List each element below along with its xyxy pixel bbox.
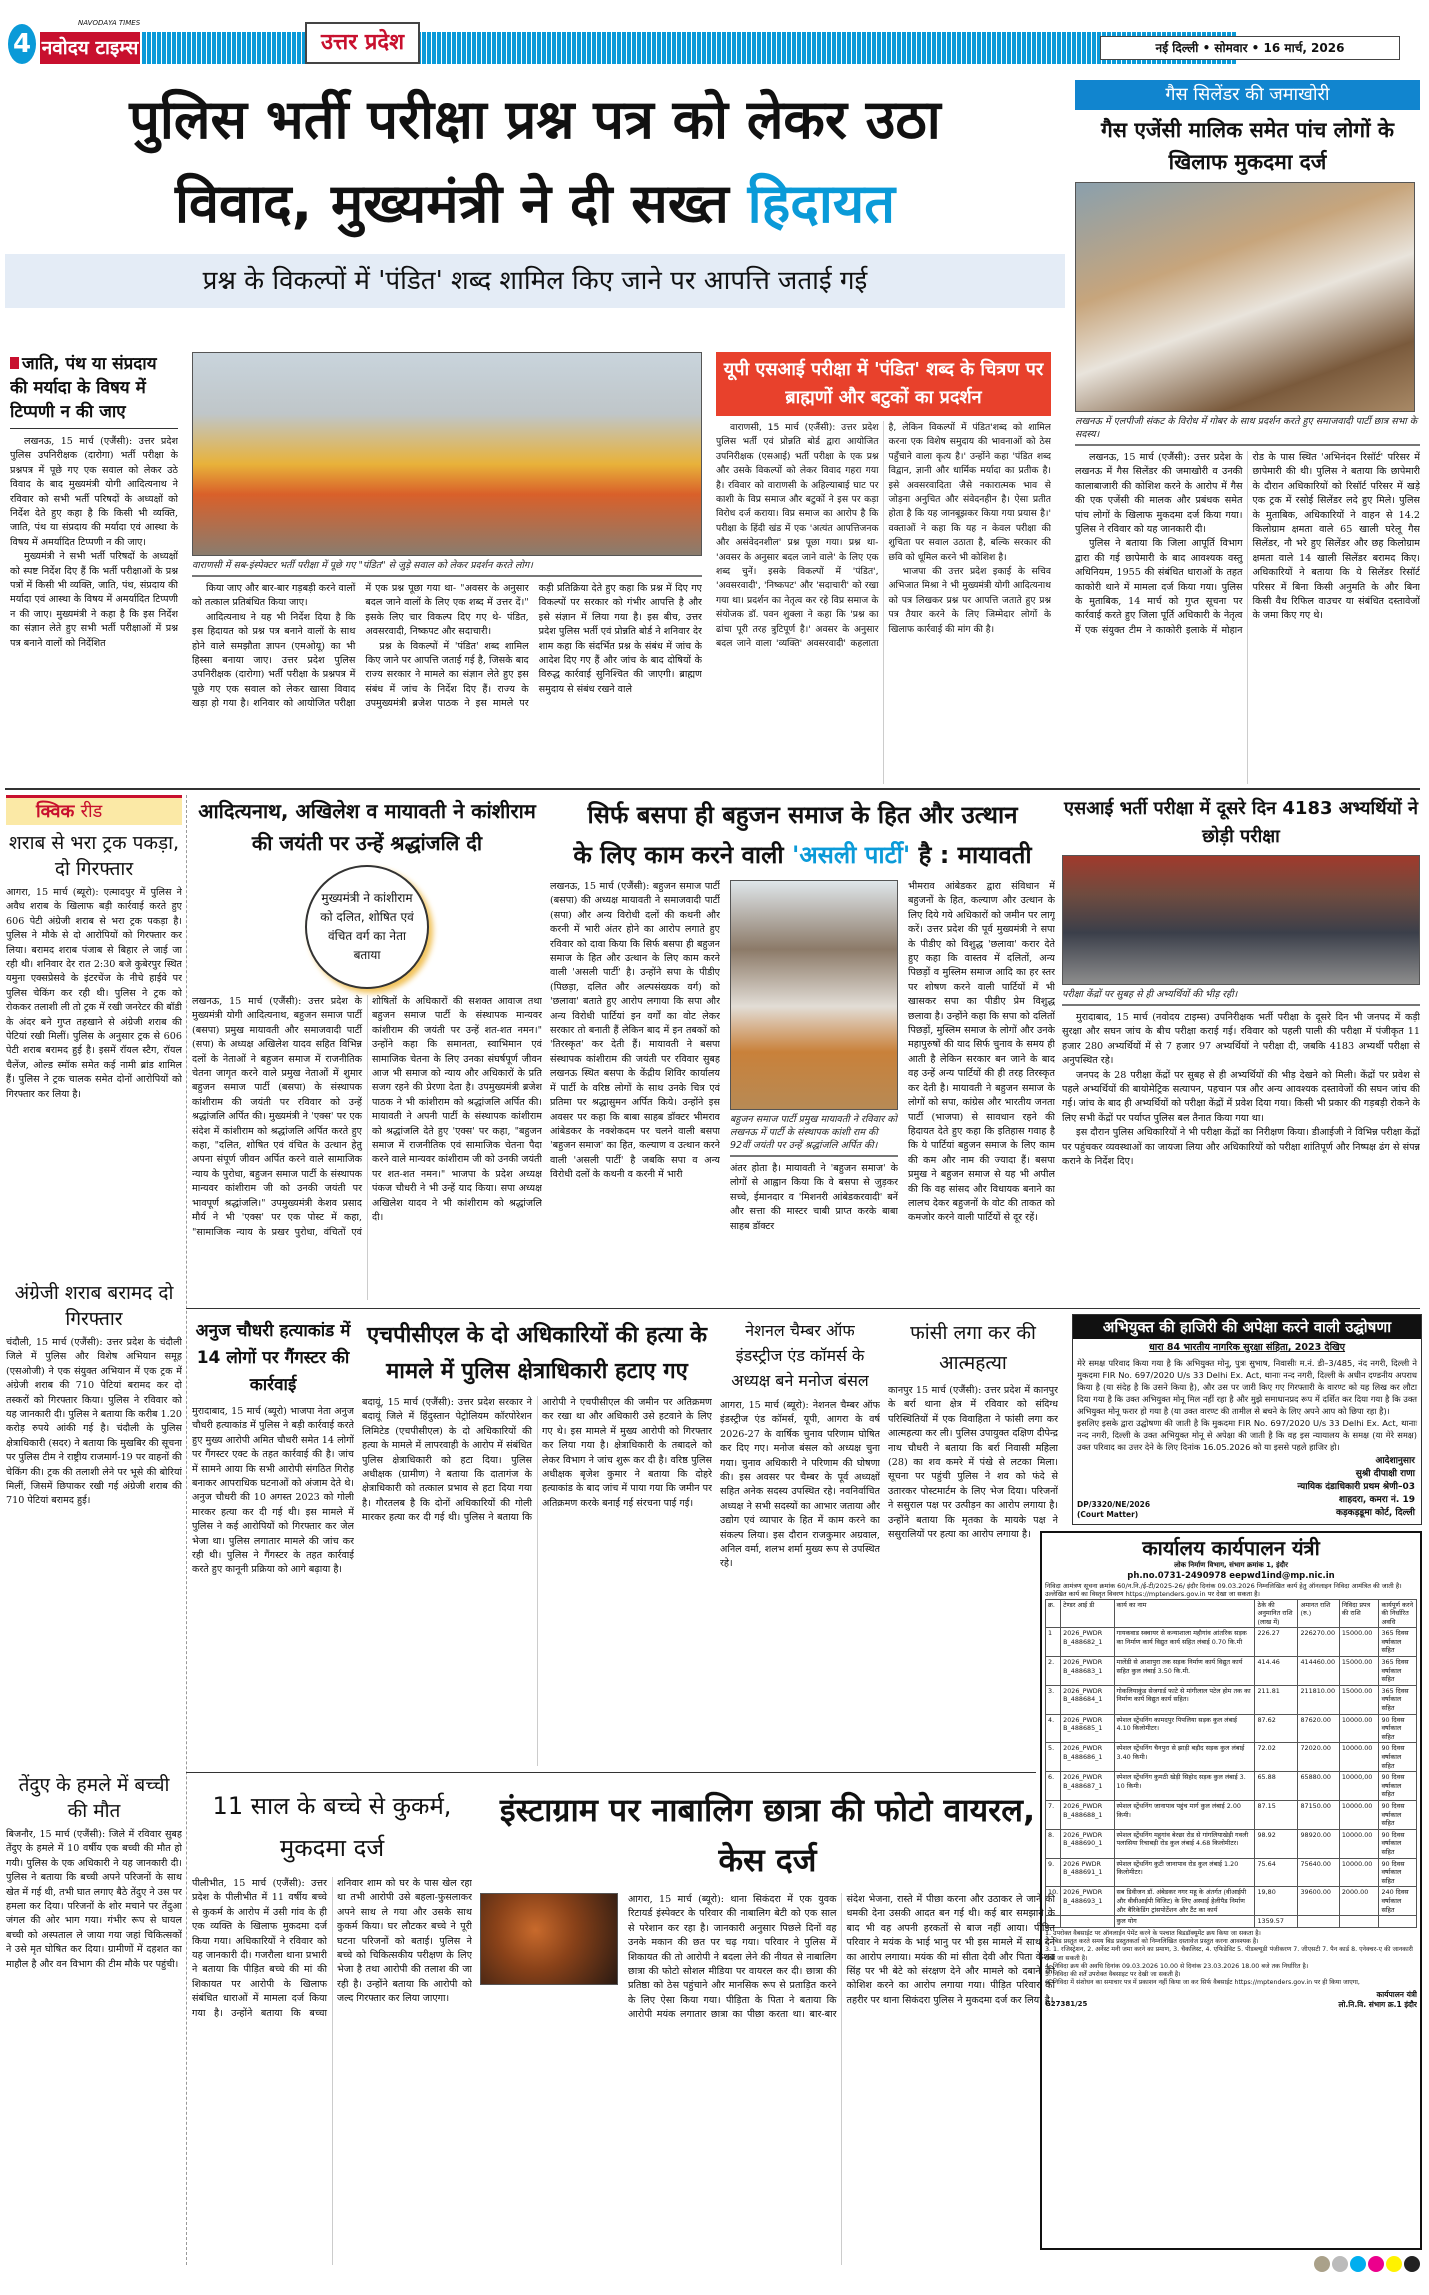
proclamation-section: धारा 84 भारतीय नागरिक सुरक्षा संहिता, 2023 देखिए	[1148, 1342, 1346, 1353]
section-divider	[5, 788, 1420, 790]
tender-cell: 2.	[1046, 1657, 1061, 1686]
si-article	[1062, 795, 1420, 1300]
tender-col-header: कार्य का नाम	[1114, 1599, 1255, 1628]
tender-cell: सब डिवीजन डॉ. अंबेडकर नगर महू के अंतर्गत (वीआईपी और वीवीआईपी विजिट) के लिए अस्थाई हेलीपैड निर्माण और बैरिकेडिंग ट्रांसपोर्टेशन और टैंट का कार्य	[1114, 1887, 1255, 1916]
tender-cell: गोकलियाकुंड सेजगार्ड फाटे से मांगीलाल पटेल होम तक का निर्माण कार्य विद्युत कार्य सहित।	[1114, 1685, 1255, 1714]
tender-cell: 2026_PWDR B_488688_1	[1061, 1800, 1114, 1829]
tender-cell: 5.	[1046, 1743, 1061, 1772]
tender-note: 2. बिड प्रस्तुत करते समय बिड प्रस्तुतकर्ता को निम्नलिखित दस्तावेज प्रस्तुत करना आवश्यक है।	[1045, 1937, 1259, 1945]
tender-ref: G27381/25	[1045, 2000, 1088, 2009]
tender-cell: 2026_PWDR B_488683_1	[1061, 1657, 1114, 1686]
gas-protest-photo	[1075, 182, 1415, 412]
court-proclamation: अभियुक्त की हाजिरी की अपेक्षा करने वाली उद्घोषणा धारा 84 भारतीय नागरिक सुरक्षा संहिता, 2023 देखिए मेरे समक्ष परिवाद किया गया है कि अभियुक्त मोनू, पुत्रः सुभाष, निवासीः म.नं. डी–3/485, नंद नगरी, दिल्ली ने मुकदमा FIR No. 697/2020 U/s 33 Delhi Ex. Act, थानाः नन्द नगरी, दिल्ली के अधीन दण्डनीय अपराध किया है (या संदेह है कि उसने किया है), और उस पर जारी किए गए गिरफ्तारी के वारण्ट को यह लिख कर लौटा दिया गया है कि उक्त अभियुक्त मोनू मिल नहीं रहा है और मुझे समाधानप्रद रूप में दर्शित कर दिया गया है कि उक्त अभियुक्त मोनू फरार हो गया है (या उक्त वारण्ट की तामील से बचने के लिए अपने आप को छिपा रहा है)। इसलिए इसके द्वारा उद्घोषणा की जाती है कि मुकदमा FIR No. 697/2020 U/s 33 Delhi Ex. Act, थानाः नन्द नगरी, दिल्ली के उक्त अभियुक्त मोनू से अपेक्षा की जाती है कि वह इस न्यायालय के समक्ष (या मेरे समक्ष) उक्त परिवाद का उत्तर देने के लिए दिनांक 16.05.2026 को या इससे पहले हाजिर हो। DP/3320/NE/2026 (Court Matter) आदेशानुसार सुश्री दीपाक्षी राणा न्यायिक दंडाधिकारी प्रथम श्रेणी–03 शाहदरा, कमरा नं. 19 कड़कड़डूमा कोर्ट, दिल्ली	[1072, 1314, 1422, 1525]
tender-cell: 2000.00	[1339, 1887, 1379, 1916]
tender-col-header: ठेके की अनुमानित राशि (लाख में)	[1255, 1599, 1298, 1628]
tender-cell: 240 दिवस वर्षाकाल सहित	[1379, 1887, 1417, 1916]
lead-body: किया जाए और बार-बार गड़बड़ी करने वालों को तत्काल प्रतिबंधित किया जाए। आदित्यनाथ ने यह भी निर्देश दिया है कि इस हिदायत को प्रश्न पत्र बनाने वालों के साथ होने वाले समझौता ज्ञापन (एमओयू) का भी हिस्सा बनाया जाए। उत्तर प्रदेश पुलिस उपनिरीक्षक (दारोगा) भर्ती परीक्षा के प्रश्नपत्र में पूछे गए एक सवाल को लेकर खासा विवाद खड़ा हो गया है। शनिवार को आयोजित परीक्षा में एक प्रश्न पूछा गया था- "अवसर के अनुसार बदल जाने वालों के लिए एक शब्द में उत्तर दें।" इसके लिए चार विकल्प दिए गए थे- पंडित, अवसरवादी, निष्कपट और सदाचारी। प्रश्न के विकल्पों में 'पंडित' शब्द शामिल किए जाने पर आपत्ति जताई गई है, जिसके बाद राज्य सरकार ने मामले का संज्ञान लेते हुए इस संबंध में जांच के निर्देश दिए हैं। राज्य के उपमुख्यमंत्री ब्रजेश पाठक ने इस मामले पर कड़ी प्रतिक्रिया देते हुए कहा कि प्रश्न में दिए गए विकल्पों पर सरकार को गंभीर आपत्ति है और इसे संज्ञान में लिया गया है। इस बीच, उत्तर प्रदेश पुलिस भर्ती एवं प्रोन्नति बोर्ड ने शनिवार देर शाम कहा कि संदर्भित प्रश्न के संबंध में जांच के आदेश दिए गए हैं और जांच के बाद दोषियों के विरुद्ध कार्रवाई सुनिश्चित की जाएगी। ब्राह्मण समुदाय से संबंध रखने वाले	[192, 583, 702, 710]
protest-headline: यूपी एसआई परीक्षा में 'पंडित' शब्द के चित्रण पर ब्राह्मणों और बटुकों का प्रदर्शन	[716, 352, 1051, 416]
tender-note: 3. 1. रजिस्ट्रेशन, 2. अर्नेस्ट मनी जमा करने का प्रमाण, 3. चैकलिस्ट, 4. एफिडेविट 5. पीडब्ल्यूडी पंजीकरण 7. जीएसटी 7. पैन कार्ड 8. एनेक्चर-ए की जानकारी देखी जा सकती है।	[1045, 1946, 1413, 1962]
lead-side-column	[10, 352, 178, 784]
tender-row	[1046, 1887, 1417, 1916]
tender-cell: 2026_PWDR B_488685_1	[1061, 1714, 1114, 1743]
kanshiram-article	[192, 795, 542, 1300]
tender-cell: 72.02	[1255, 1743, 1298, 1772]
protest-body: वाराणसी, 15 मार्च (एजैंसी): उत्तर प्रदेश पुलिस भर्ती एवं प्रोन्नति बोर्ड द्वारा आयोजित उपनिरीक्षक (एसआई) भर्ती परीक्षा के एक प्रश्न और उसके विकल्पों को लेकर विवाद गहरा गया है। रविवार को वाराणसी के अहिल्याबाई घाट पर काशी के विप्र समाज और बटुकों ने इस पर कड़ा विरोध दर्ज कराया। विप्र समाज का आरोप है कि परीक्षा के हिंदी खंड में एक 'अत्यंत आपत्तिजनक और असंवेदनशील' प्रश्न पूछा गया। प्रश्न था- 'अवसर के अनुसार बदल जाने वाले' के लिए एक शब्द चुनें। इसके विकल्पों में 'पंडित', 'अवसरवादी', 'निष्कपट' और 'सदाचारी' को रखा गया था। प्रदर्शन का नेतृत्व कर रहे विप्र समाज के संयोजक डॉ. पवन शुक्ला ने कहा कि 'प्रश्न का ढांचा पूरी तरह त्रुटिपूर्ण है।' अवसर के अनुसार बदल जाने वाला 'व्यक्ति' अवसरवादी' कहलाता है, लेकिन विकल्पों में पंडित'शब्द को शामिल करना एक विशेष समुदाय की भावनाओं को ठेस पहुँचाने वाला कृत्य है।' उन्होंने कहा 'पंडित शब्द विद्वान, ज्ञानी और धार्मिक मर्यादा का प्रतीक है। इसे अवसरवादिता जैसे नकारात्मक भाव से जोड़ना अनुचित और संवेदनहीन है। ऐसा प्रतीत होता है कि यह जानबूझकर किया गया प्रयास है।' वक्ताओं ने कहा कि यह न केवल परीक्षा की शुचिता पर सवाल उठाता है, बल्कि सरकार की छवि को धूमिल करने भी कोशिश है। भाजपा की उत्तर प्रदेश इकाई के सचिव अभिजात मिश्रा ने भी मुख्यमंत्री योगी आदित्यनाथ को पत्र लिखकर प्रश्न पर आपत्ति जताते हुए प्रश्न पत्र तैयार करने के लिए जिम्मेदार लोगों के खिलाफ कार्रवाई की मांग की है।	[716, 422, 1051, 650]
tender-cell: 2026_PWDR B_488690_1	[1061, 1829, 1114, 1858]
anuj-headline: अनुज चौधरी हत्याकांड में 14 लोगों पर गैंगस्टर की कार्रवाई	[195, 1321, 351, 1395]
tender-cell: स्पेशल स्ट्रेंथनिंग चैनपुरा से झाड़ी बड़ौद सड़क कुल लंबाई 3.40 किमी।	[1114, 1743, 1255, 1772]
tender-row	[1046, 1714, 1417, 1743]
quick-item-body: चंदौली, 15 मार्च (एजैंसी): उत्तर प्रदेश के चंदौली जिले में पुलिस और विशेष अभियान समूह (एसओजी) ने एक संयुक्त अभियान में एक ट्रक में अंग्रेजी शराब की 710 पेटियां बरामद कर दो तस्करों को गिरफ्तार किया। पुलिस ने रविवार को यह जानकारी दी। पुलिस ने बताया कि करीब 1.20 करोड़ रुपये आंकी गई है। चंदौली के पुलिस क्षेत्राधिकारी (सदर) ने बताया कि मुखबिर की सूचना पर पुलिस टीम ने राष्ट्रीय राजमार्ग-19 पर वाहनों की चेकिंग की। ट्रक की तलाशी लेने पर भूसे की बोरियां मिलीं, जिसमें छिपाकर रखी गई अंग्रेजी शराब की 710 पेटियां बरामद हुई।	[6, 1337, 182, 1507]
tender-row	[1046, 1858, 1417, 1887]
tender-cell: 2026_PWDR B_488687_1	[1061, 1772, 1114, 1801]
tender-cell: 6.	[1046, 1772, 1061, 1801]
si-headline: एसआई भर्ती परीक्षा में दूसरे दिन 4183 अभ्यर्थियों ने छोड़ी परीक्षा	[1064, 798, 1418, 847]
bsp-body-left: लखनऊ, 15 मार्च (एजैंसी): बहुजन समाज पार्टी (बसपा) की अध्यक्ष मायावती ने समाजवादी पार्टी (सपा) और अन्य विरोधी दलों की कथनी और करनी में भारी अंतर होने का आरोप लगाते हुए रविवार को दावा किया कि सिर्फ बसपा ही बहुजन समाज के हित और उत्थान के लिए काम करने वाली 'असली पार्टी' है। उन्होंने सपा के पीडीए (पिछड़ा, दलित और अल्पसंख्यक वर्ग) को 'छलावा' बताते हुए आरोप लगाया कि सपा और अन्य विरोधी पार्टियां इन वर्गों का वोट लेकर सरकार तो बनाती हैं लेकिन बाद में इन तबकों को 'तिरस्कृत' कर देती हैं। मायावती ने बसपा संस्थापक कांशीराम की जयंती पर रविवार सुबह लखनऊ स्थित बसपा के केंद्रीय शिविर कार्यालय में पार्टी के वरिष्ठ लोगों के साथ उनके चित्र एवं प्रतिमा पर श्रद्धासुमन अर्पित किये। उन्होंने इस अवसर पर कहा कि बाबा साहब डॉक्टर भीमराव आंबेडकर के नक्शेकदम पर चलने वाली बसपा 'बहुजन समाज' का हित, कल्याण व उत्थान करने वाली 'असली पार्टी' है जबकि सपा व अन्य विरोधी दलों के कथनी व करनी में भारी	[550, 881, 720, 1181]
tender-note: 1. उपरोक्त वैबसाईट पर ऑनलाईन पेमेंट करने के पश्चात बिडडॉक्यूमेंट क्रय किया जा सकता है।	[1045, 1929, 1261, 1937]
tender-cell: 65880.00	[1298, 1772, 1339, 1801]
tender-cell: 3.	[1046, 1685, 1061, 1714]
tender-cell: 75640.00	[1298, 1858, 1339, 1887]
tender-cell: 7.	[1046, 1800, 1061, 1829]
tender-col-header: क्र.	[1046, 1599, 1061, 1628]
proclamation-para: मेरे समक्ष परिवाद किया गया है कि अभियुक्त मोनू, पुत्रः सुभाष, निवासीः म.नं. डी–3/485, नंद नगरी, दिल्ली ने मुकदमा FIR No. 697/2020 U/s 33 Delhi Ex. Act, थानाः नन्द नगरी, दिल्ली के अधीन दण्डनीय अपराध किया है (या संदेह है कि उसने किया है), और उस पर जारी किए गए गिरफ्तारी के वारण्ट को यह लिख कर लौटा दिया गया है कि उक्त अभियुक्त मोनू मिल नहीं रहा है और मुझे समाधानप्रद रूप में दर्शित कर दिया गया है कि उक्त अभियुक्त मोनू फरार हो गया है (या उक्त वारण्ट की तामील से बचने के लिए अपने आप को छिपा रहा है)।	[1077, 1358, 1417, 1416]
gas-photo-caption: लखनऊ में एलपीजी संकट के विरोध में गोबर के साथ प्रदर्शन करते हुए समाजवादी पार्टी छात्र सभा के सदस्य।	[1075, 415, 1420, 446]
tender-cell: 65.88	[1255, 1772, 1298, 1801]
brand-logo: नवोदय टाइम्स	[40, 32, 140, 64]
tender-cell: 15000.00	[1339, 1657, 1379, 1686]
lead-top	[5, 78, 1065, 340]
si-body: मुरादाबाद, 15 मार्च (नवोदय टाइम्स) उपनिरीक्षक भर्ती परीक्षा के दूसरे दिन भी जनपद में कड़ी सुरक्षा और सघन जांच के बीच परीक्षा कराई गई। रविवार को पहली पाली की परीक्षा में पंजीकृत 11 हजार 280 अभ्यर्थियों में से 7 हजार 97 अभ्यर्थियों ने परीक्षा दी, जबकि 4183 अभ्यर्थी परीक्षा से अनुपस्थित रहे। जनपद के 28 परीक्षा केंद्रों पर सुबह से ही अभ्यर्थियों की भीड़ देखने को मिली। केंद्रों पर प्रवेश से पहले अभ्यर्थियों की बायोमेट्रिक सत्यापन, पहचान पत्र और अन्य आवश्यक दस्तावेजों की सघन जांच की गई। जांच के बाद ही अभ्यर्थियों को परीक्षा केंद्रों में प्रवेश दिया गया। किसी भी प्रकार की गड़बड़ी रोकने के लिए सभी केंद्रों पर पर्याप्त पुलिस बल तैनात किया गया था। इस दौरान पुलिस अधिकारियों ने भी परीक्षा केंद्रों का निरीक्षण किया। डीआईजी ने विभिन्न परीक्षा केंद्रों पर पहुंचकर व्यवस्थाओं का जायजा लिया और अधिकारियों को परीक्षा शांतिपूर्ण और निष्पक्ष ढंग से संपन्न कराने के निर्देश दिए।	[1062, 1012, 1420, 1168]
tender-row	[1046, 1743, 1417, 1772]
quick-item-headline: अंग्रेजी शराब बरामद दो गिरफ्तार	[14, 1282, 174, 1330]
tender-cell: 87.62	[1255, 1714, 1298, 1743]
kanshiram-body: लखनऊ, 15 मार्च (एजैंसी): उत्तर प्रदेश के मुख्यमंत्री योगी आदित्यनाथ, बहुजन समाज पार्टी (बसपा) प्रमुख मायावती और समाजवादी पार्टी (सपा) के अध्यक्ष अखिलेश यादव सहित विभिन्न दलों के नेताओं ने बहुजन समाज में राजनीतिक चेतना जागृत करने वाले प्रमुख नेताओं में शुमार बहुजन समाज पार्टी (बसपा) के संस्थापक कांशीराम की जयंती पर रविवार को उन्हें श्रद्धांजलि अर्पित की। मुख्यमंत्री ने 'एक्स' पर एक संदेश में कांशीराम को श्रद्धांजलि अर्पित करते हुए कहा, "दलित, शोषित एवं वंचित के उत्थान हेतु अपना संपूर्ण जीवन अर्पित करने वाले सामाजिक न्याय के पुरोधा, बहुजन समाज पार्टी के संस्थापक मान्यवर कांशीराम जी को उनकी जयंती पर भावपूर्ण श्रद्धांजलि।" उपमुख्यमंत्री केशव प्रसाद मौर्य ने भी 'एक्स' पर एक पोस्ट में कहा, "सामाजिक न्याय के प्रखर पुरोधा, वंचितों एवं शोषितों के अधिकारों की सशक्त आवाज तथा बहुजन समाज पार्टी के संस्थापक मान्यवर कांशीराम की जयंती पर उन्हें शत-शत नमन।" उन्होंने कहा कि समानता, स्वाभिमान एवं सामाजिक चेतना के लिए उनका संघर्षपूर्ण जीवन आज भी समाज को न्याय और अधिकारों के प्रति सजग रहने की प्रेरणा देता है। उपमुख्यमंत्री ब्रजेश पाठक ने भी कांशीराम को श्रद्धांजलि अर्पित की। मायावती ने अपनी पार्टी के संस्थापक कांशीराम को श्रद्धांजलि देते हुए 'एक्स' पर कहा, "बहुजन समाज में राजनीतिक एवं सामाजिक चेतना पैदा करने वाले मान्यवर कांशीराम जी को उनकी जयंती पर शत-शत नमन।" भाजपा के प्रदेश अध्यक्ष पंकज चौधरी ने भी उन्हें याद किया। सपा अध्यक्ष अखिलेश यादव ने भी कांशीराम को श्रद्धांजलि दी।	[192, 996, 542, 1238]
tender-col-header: कार्यपूर्ण करने की निर्धारित अवधि	[1379, 1599, 1417, 1628]
tender-cell: 87620.00	[1298, 1714, 1339, 1743]
tender-cell: 365 दिवस वर्षाकाल सहित	[1379, 1657, 1417, 1686]
tender-cell: 2026_PWDR B_488693_1	[1061, 1887, 1114, 1916]
proclamation-para: इसलिए इसके द्वारा उद्घोषणा की जाती है कि मुकदमा FIR No. 697/2020 U/s 33 Delhi Ex. Act, थानाः नन्द नगरी, दिल्ली के उक्त अभियुक्त मोनू से अपेक्षा की जाती है कि वह इस न्यायालय के समक्ष (या मेरे समक्ष) उक्त परिवाद का उत्तर देने के लिए दिनांक 16.05.2026 को या इससे पहले हाजिर हो।	[1077, 1418, 1417, 1452]
tender-cell: 9.	[1046, 1858, 1061, 1887]
si-photo-caption: परीक्षा केंद्रों पर सुबह से ही अभ्यर्थियों की भीड़ रही।	[1062, 988, 1420, 1006]
tender-cell: 1	[1046, 1628, 1061, 1657]
masthead	[0, 18, 1429, 73]
headline-highlight: हिदायत	[747, 172, 896, 235]
chamber-body: आगरा, 15 मार्च (ब्यूरो): नेशनल चैम्बर ऑफ इंडस्ट्रीज एंड कॉमर्स, यूपी, आगरा के वर्ष 2026-27 के वार्षिक चुनाव परिणाम घोषित कर दिए गए। मनोज बंसल को अध्यक्ष चुना गया। चुनाव अधिकारी ने परिणाम की घोषणा की। इस अवसर पर चैम्बर के पूर्व अध्यक्षों सहित अनेक सदस्य उपस्थित रहे। नवनिर्वाचित अध्यक्ष ने सभी सदस्यों का आभार जताया और उद्योग एवं व्यापार के हित में काम करने का संकल्प लिया। इस दौरान राजकुमार अग्रवाल, अनिल वर्मा, शलभ शर्मा मुख्य रूप से उपस्थित रहे।	[720, 1400, 880, 1570]
tender-cell: 2026_PWDR B_488686_1	[1061, 1743, 1114, 1772]
tender-note: 4. निविदा क्रय की अवधि दिनांक 09.03.2026 10.00 से दिनांक 23.03.2026 18.00 बजे तक निर्धारित है।	[1045, 1962, 1309, 1970]
tender-cell: 414.46	[1255, 1657, 1298, 1686]
tender-note: 5. निविदा की शर्तें उपरोक्त वैबसाइट पर देखी जा सकती है।	[1045, 1971, 1181, 1979]
quick-read-column	[6, 830, 182, 2265]
anuj-article	[192, 1318, 354, 1766]
tender-note: 6. निविदा में संशोधन का समाचार पत्र में प्रकाशन नहीं किया जा कर सिर्फ वैबसाईट https://mptenders.gov.in पर ही किया जाएगा,	[1045, 1979, 1360, 1987]
tender-cell: 2026_PWDR B_488682_1	[1061, 1628, 1114, 1657]
boy-article	[192, 1785, 472, 2265]
tender-cell: 4.	[1046, 1714, 1061, 1743]
tender-cell: 75.64	[1255, 1858, 1298, 1887]
tender-contact: ph.no.0731-2490978 eepwd1ind@mp.nic.in	[1127, 1570, 1335, 1581]
quick-item-body: बिजनौर, 15 मार्च (एजैंसी): जिले में रविवार सुबह तेंदुए के हमले में 10 वर्षीय एक बच्ची की मौत हो गयी। पुलिस के एक अधिकारी ने यह जानकारी दी। पुलिस ने बताया कि बच्ची अपने परिजनों के साथ खेत में गई थी, तभी घात लगाए बैठे तेंदुए ने उस पर हमला कर दिया। परिजनों के शोर मचाने पर तेंदुआ जंगल की ओर भाग गया। गंभीर रूप से घायल बच्ची को अस्पताल ले जाया गया जहां चिकित्सकों ने उसे मृत घोषित कर दिया। ग्रामीणों में दहशत का माहौल है और वन विभाग की टीम मौके पर पहुंची।	[6, 1829, 182, 1970]
bsp-body-mid: अंतर होता है। मायावती ने 'बहुजन समाज' के लोगों से आह्वान किया कि वे बसपा से जुड़कर सच्चे, ईमानदार व 'मिशनरी आंबेडकरवादी' बनें और सत्ता की मास्टर चाबी प्राप्त करके बाबा साहब डॉक्टर	[730, 1163, 898, 1232]
hpcl-article	[362, 1318, 712, 1766]
quick-item-headline: शराब से भरा ट्रक पकड़ा, दो गिरफ्तार	[8, 832, 180, 880]
brand-small: NAVODAYA TIMES	[78, 19, 141, 27]
tender-notes	[1045, 1930, 1417, 1988]
bsp-body-right: भीमराव आंबेडकर द्वारा संविधान में बहुजनों के हित, कल्याण और उत्थान के लिए दिये गये अधिकारों को जमीन पर लागू करें। उत्तर प्रदेश की पूर्व मुख्यमंत्री ने सपा के पीडीए को विशुद्ध 'छलावा' करार देते हुए कहा कि वास्तव में दलितों, अन्य पिछड़ों व मुस्लिम समाज आदि का हर स्तर पर शोषण करने वाली पार्टियों में भी खासकर सपा का पीडीए प्रेम विशुद्ध छलावा है। उन्होंने कहा कि सपा को दलितों पिछड़ों, मुस्लिम समाज के लोगों और उनके महापुरुषों की याद सिर्फ चुनाव के समय ही आती है लेकिन सरकार बन जाने के बाद वह उन्हें अन्य पार्टियों की ही तरह तिरस्कृत कर देती है। मायावती ने बहुजन समाज के लोगों को सपा, कांग्रेस और भारतीय जनता पार्टी (भाजपा) से सावधान रहने की हिदायत देते हुए कहा कि इतिहास गवाह है कि ये पार्टियां बहुजन समाज के लिए काम की कम और नाम की ज्यादा हैं। बसपा प्रमुख ने बहुजन समाज से यह भी अपील की कि वह सांसद और विधायक बनाने का लालच देकर बहुजनों के वोट की ताकत को कमजोर करने वाली पार्टियों से दूर रहें।	[908, 881, 1055, 1224]
tender-cell: 90 दिवस वर्षाकाल सहित	[1379, 1800, 1417, 1829]
tender-cell: 98.92	[1255, 1829, 1298, 1858]
gas-headline: गैस एजेंसी मालिक समेत पांच लोगों के खिलाफ मुकदमा दर्ज	[1100, 118, 1394, 174]
section-divider	[186, 1772, 1036, 1773]
proclamation-ref: DP/3320/NE/2026	[1077, 1500, 1151, 1509]
mayawati-photo	[730, 880, 898, 1110]
tender-cell: स्पेशल स्ट्रेंथनिंग कुमठी खेड़ी सिहोद सड़क कुल लंबाई 3. 10 किमी।	[1114, 1772, 1255, 1801]
tender-table: क्र. टेण्डर आई डी कार्य का नाम ठेके की अनुमानित राशि (लाख में) अमानत राशि (रु.) निविदा प्रपत्र की राशि कार्यपूर्ण करने की निर्धारित अवधि 1 2026_PWDR B_488682_1 गायकवाड स्क्वायर से कन्याशाला महौगांव आंतरिक सड़क का निर्माण कार्य विद्युत कार्य सहित लंबाई 0.70 कि.मी 226.27 226270.00 15000.00 365 दिवस वर्षाकाल सहित 2. 2026_PWDR B_488683_1 मालेंडी से आशापुरा तक सड़क निर्माण कार्य विद्युत कार्य सहित कुल लंबाई 3.50 कि.मी. 414.46 414460.00 15000.00 365 दिवस वर्षाकाल सहित 3. 2026_PWDR B_488684_1 गोकलियाकुंड सेजगार्ड फाटे से मांगीलाल पटेल होम तक का निर्माण कार्य विद्युत कार्य सहित। 211.81 211810.00 15000.00 365 दिवस वर्षाकाल सहित 4. 2026_PWDR B_488685_1 स्पेशल स्ट्रेंथनिंग कामदपुर पिपलिया सड़क कुल लंबाई 4.10 किलोमीटर। 87.62 87620.00 10000.00 90 दिवस वर्षाकाल सहित 5. 2026_PWDR B_488686_1 स्पेशल स्ट्रेंथनिंग चैनपुरा से झाड़ी बड़ौद सड़क कुल लंबाई 3.40 किमी। 72.02 72020.00 10000.00 90 दिवस वर्षाकाल सहित 6. 2026_PWDR B_488687_1 स्पेशल स्ट्रेंथनिंग कुमठी खेड़ी सिहोद सड़क कुल लंबाई 3. 10 किमी। 65.88 65880.00 10000,00 90 दिवस वर्षाकाल सहित 7. 2026_PWDR B_488688_1 स्पेशल स्ट्रेंथनिंग जानापाव पहुंच मार्ग कुल लंबाई 2.00 किमी। 87.15 87150.00 10000.00 90 दिवस वर्षाकाल सहित 8. 2026_PWDR B_488690_1 स्पेशल स्ट्रेंथनिंग महूगांव बेरछा रोड से गांगलियाखेड़ी गवली पलासिया रिचाबड़ी रोड कुल लंबाई 4.68 किलोमीटर। 98.92 98920.00 10000.00 90 दिवस वर्षाकाल सहित 9. 2026 PWDR B_488691_1 स्पेशल स्ट्रेंथनिंग कुटी जानापाव रोड कुल लंबाई 1.20 किलोमीटर। 75.64 75640.00 10000.00 90 दिवस वर्षाकाल सहित 10. 2026_PWDR B_488693_1 सब डिवीजन डॉ. अंबेडकर नगर महू के अंतर्गत (वीआईपी और वीवीआईपी विजिट) के लिए अस्थाई हेलीपैड निर्माण और बैरिकेडिंग ट्रांसपोर्टेशन और टैंट का कार्य 19,80 39600.00 2000.00 240 दिवस वर्षाकाल सहित कुल योग 1359.57	[1045, 1599, 1417, 1928]
quick-item-body: आगरा, 15 मार्च (ब्यूरो): एत्मादपुर में पुलिस ने अवैध शराब के खिलाफ बड़ी कार्रवाई करते हुए 606 पेटी अंग्रेजी शराब से भरा ट्रक पकड़ा है। पुलिस ने मौके से दो आरोपियों को गिरफ्तार कर लिया। बरामद शराब पंजाब से बिहार ले जाई जा रही थी। शनिवार देर रात 2:30 बजे कुबेरपुर स्थित यमुना एक्सप्रेसवे के इंटरचेंज के नीचे हाईवे पर पुलिस चेकिंग कर रही थी। पुलिस ने ट्रक को रोककर तलाशी ली तो ट्रक में रखी जनरेटर की बॉडी के अंदर बने गुप्त तहखाने से अंग्रेजी शराब की पेटियां रखी मिलीं। पुलिस के अनुसार ट्रक से 606 पेटी शराब बरामद हुई है। इसमें रॉयल स्टैग, रॉयल चैलेंज, ओल्ड स्मॉक समेत कई नामी ब्रांड शामिल हैं। पुलिस ने ट्रक चालक समेत दोनों आरोपियों को गिरफ्तार कर लिया है।	[6, 887, 182, 1100]
tender-col-header: अमानत राशि (रु.)	[1298, 1599, 1339, 1628]
gas-kicker: गैस सिलेंडर की जमाखोरी	[1075, 80, 1420, 110]
tender-cell: स्पेशल स्ट्रेंथनिंग कुटी जानापाव रोड कुल लंबाई 1.20 किलोमीटर।	[1114, 1858, 1255, 1887]
chamber-article	[720, 1318, 880, 1766]
tender-cell: 10000.00	[1339, 1858, 1379, 1887]
insta-headline: इंस्टाग्राम पर नाबालिग छात्रा की फोटो वायरल, केस दर्ज	[499, 1791, 1036, 1879]
tender-cell: 90 दिवस वर्षाकाल सहित	[1379, 1858, 1417, 1887]
tender-cell: 90 दिवस वर्षाकाल सहित	[1379, 1714, 1417, 1743]
tender-cell: मालेंडी से आशापुरा तक सड़क निर्माण कार्य विद्युत कार्य सहित कुल लंबाई 3.50 कि.मी.	[1114, 1657, 1255, 1686]
tender-cell: 90 दिवस वर्षाकाल सहित	[1379, 1743, 1417, 1772]
dateline: नई दिल्ली • सोमवार • 16 मार्च, 2026	[1100, 36, 1400, 60]
tender-cell: 2026_PWDR B_488684_1	[1061, 1685, 1114, 1714]
quick-item-headline: तेंदुए के हमले में बच्ची की मौत	[18, 1774, 170, 1822]
tender-cell: 211810.00	[1298, 1685, 1339, 1714]
tender-cell: गायकवाड स्क्वायर से कन्याशाला महौगांव आंतरिक सड़क का निर्माण कार्य विद्युत कार्य सहित लंबाई 0.70 कि.मी	[1114, 1628, 1255, 1657]
lead-headline: पुलिस भर्ती परीक्षा प्रश्न पत्र को लेकर उठा विवाद, मुख्यमंत्री ने दी सख्त हिदायत	[129, 88, 941, 235]
tender-cell: 87150.00	[1298, 1800, 1339, 1829]
kanshiram-headline: आदित्यनाथ, अखिलेश व मायावती ने कांशीराम की जयंती पर उन्हें श्रद्धांजलि दी	[198, 799, 536, 855]
tender-notice: कार्यालय कार्यपालन यंत्री लोक निर्माण विभाग, संभाग क्रमांक 1, इंदौर ph.no.0731-2490978 eepwd1ind@mp.nic.in निविदा आमंत्रण सूचना क्रमांक 60/न.नि./ई-टी/2025-26/ इंदौर दिनांक 09.03.2026 निम्नलिखित कार्य हेतु ऑनलाइन निविदा आमंत्रित की जाती है। उल्लेखित कार्य का विस्तृत विवरण https://mptenders.gov.in पर देखा जा सकता है। क्र. टेण्डर आई डी कार्य का नाम ठेके की अनुमानित राशि (लाख में) अमानत राशि (रु.) निविदा प्रपत्र की राशि कार्यपूर्ण करने की निर्धारित अवधि 1 2026_PWDR B_488682_1 गायकवाड स्क्वायर से कन्याशाला महौगांव आंतरिक सड़क का निर्माण कार्य विद्युत कार्य सहित लंबाई 0.70 कि.मी 226.27 226270.00 15000.00 365 दिवस वर्षाकाल सहित 2. 2026_PWDR B_488683_1 मालेंडी से आशापुरा तक सड़क निर्माण कार्य विद्युत कार्य सहित कुल लंबाई 3.50 कि.मी. 414.46 414460.00 15000.00 365 दिवस वर्षाकाल सहित 3. 2026_PWDR B_488684_1 गोकलियाकुंड सेजगार्ड फाटे से मांगीलाल पटेल होम तक का निर्माण कार्य विद्युत कार्य सहित। 211.81 211810.00 15000.00 365 दिवस वर्षाकाल सहित 4. 2026_PWDR B_488685_1 स्पेशल स्ट्रेंथनिंग कामदपुर पिपलिया सड़क कुल लंबाई 4.10 किलोमीटर। 87.62 87620.00 10000.00 90 दिवस वर्षाकाल सहित 5. 2026_PWDR B_488686_1 स्पेशल स्ट्रेंथनिंग चैनपुरा से झाड़ी बड़ौद सड़क कुल लंबाई 3.40 किमी। 72.02 72020.00 10000.00 90 दिवस वर्षाकाल सहित 6. 2026_PWDR B_488687_1 स्पेशल स्ट्रेंथनिंग कुमठी खेड़ी सिहोद सड़क कुल लंबाई 3. 10 किमी। 65.88 65880.00 10000,00 90 दिवस वर्षाकाल सहित 7. 2026_PWDR B_488688_1 स्पेशल स्ट्रेंथनिंग जानापाव पहुंच मार्ग कुल लंबाई 2.00 किमी। 87.15 87150.00 10000.00 90 दिवस वर्षाकाल सहित 8. 2026_PWDR B_488690_1 स्पेशल स्ट्रेंथनिंग महूगांव बेरछा रोड से गांगलियाखेड़ी गवली पलासिया रिचाबड़ी रोड कुल लंबाई 4.68 किलोमीटर। 98.92 98920.00 10000.00 90 दिवस वर्षाकाल सहित 9. 2026 PWDR B_488691_1 स्पेशल स्ट्रेंथनिंग कुटी जानापाव रोड कुल लंबाई 1.20 किलोमीटर। 75.64 75640.00 10000.00 90 दिवस वर्षाकाल सहित 10. 2026_PWDR B_488693_1 सब डिवीजन डॉ. अंबेडकर नगर महू के अंतर्गत (वीआईपी और वीवीआईपी विजिट) के लिए अस्थाई हेलीपैड निर्माण और बैरिकेडिंग ट्रांसपोर्टेशन और टैंट का कार्य 19,80 39600.00 2000.00 240 दिवस वर्षाकाल सहित कुल योग 1359.57 1. उपरोक्त वैबसाईट पर ऑनलाईन पेमेंट करने के पश्चात बिडडॉक्यूमेंट क्रय किया जा सकता है। 2. बिड प्रस्तुत करते समय बिड प्रस्तुतकर्ता को निम्नलिखित दस्तावेज प्रस्तुत करना आवश्यक है। 3. 1. रजिस्ट्रेशन, 2. अर्नेस्ट मनी जमा करने का प्रमाण, 3. चैकलिस्ट, 4. एफिडेविट 5. पीडब्ल्यूडी पंजीकरण 7. जीएसटी 7. पैन कार्ड 8. एनेक्चर-ए की जानकारी देखी जा सकती है। 4. निविदा क्रय की अवधि दिनांक 09.03.2026 10.00 से दिनांक 23.03.2026 18.00 बजे तक निर्धारित है। 5. निविदा की शर्तें उपरोक्त वैबसाइट पर देखी जा सकती है। 6. निविदा में संशोधन का समाचार पत्र में प्रकाशन नहीं किया जा कर सिर्फ वैबसाईट https://mptenders.gov.in पर ही किया जाएगा, G27381/25 कार्यपालन यंत्री लो.नि.वि. संभाग क्र.1 इंदौर	[1040, 1531, 1422, 2250]
side-headline: जाति, पंथ या संप्रदाय की मर्यादा के विषय में टिप्पणी न की जाए	[10, 352, 178, 429]
gas-article	[1075, 80, 1420, 784]
tender-cell: 226270.00	[1298, 1628, 1339, 1657]
tender-cell: स्पेशल स्ट्रेंथनिंग कामदपुर पिपलिया सड़क कुल लंबाई 4.10 किलोमीटर।	[1114, 1714, 1255, 1743]
boy-body: पीलीभीत, 15 मार्च (एजैंसी): उत्तर प्रदेश के पीलीभीत में 11 वर्षीय बच्चे से कुकर्म के आरोप में उसी गांव के ही एक व्यक्ति के खिलाफ मुकदमा दर्ज किया गया। अधिकारियों ने रविवार को यह जानकारी दी। गजरौला थाना प्रभारी ने बताया कि पीड़ित बच्चे की मां की शिकायत पर आरोपी के खिलाफ संबंधित धाराओं में मामला दर्ज किया गया है। उन्होंने बताया कि बच्चा शनिवार शाम को घर के पास खेल रहा था तभी आरोपी उसे बहला-फुसलाकर अपने साथ ले गया और उसके साथ कुकर्म किया। घर लौटकर बच्चे ने पूरी घटना परिजनों को बताई। पुलिस ने बच्चे को चिकित्सकीय परीक्षण के लिए भेजा है तथा आरोपी की तलाश की जा रही है। उन्होंने बताया कि आरोपी को जल्द गिरफ्तार कर लिया जाएगा।	[192, 1878, 472, 2019]
lead-main	[192, 352, 702, 784]
page-number: 4	[8, 24, 36, 64]
suicide-body: कानपुर 15 मार्च (एजैंसी): उत्तर प्रदेश में कानपुर के बर्रा थाना क्षेत्र में रविवार को संदिग्ध परिस्थितियों में एक विवाहिता ने फांसी लगा कर आत्महत्या कर ली। पुलिस उपायुक्त दक्षिण दीपेन्द्र नाथ चौधरी ने बताया कि बर्रा निवासी महिला (28) का शव कमरे में पंखे से लटका मिला। सूचना पर पहुंची पुलिस ने शव को फंदे से उतारकर पोस्टमार्टम के लिए भेज दिया। परिजनों ने ससुराल पक्ष पर उत्पीड़न का आरोप लगाया है। उन्होंने बताया कि मृतका के मायके पक्ष ने ससुरालियों पर हत्या का आरोप लगाया है।	[888, 1385, 1058, 1541]
tender-cell: 87.15	[1255, 1800, 1298, 1829]
ads-column	[1040, 1314, 1422, 2250]
insta-article	[480, 1785, 1055, 2265]
insta-body: आगरा, 15 मार्च (ब्यूरो): थाना सिकंदरा में एक युवक रिटायर्ड इंस्पेक्टर के परिवार की नाबालिग बेटी को एक साल से परेशान कर रहा है। जानकारी अनुसार पिछले दिनों वह उनके मकान की छत पर चढ़ गया। परिवार ने पुलिस में शिकायत की तो आरोपी ने बदला लेने की नीयत से नाबालिग छात्रा की फोटो सोशल मीडिया पर वायरल कर दी। छात्रा की प्रतिष्ठा को ठेस पहुंचाने और मानसिक रूप से प्रताड़ित करने के लिए ऐसा किया गया। पीड़िता के पिता ने बताया कि आरोपी मयंक लगातार छात्रा का पीछा करता था। बार-बार संदेश भेजना, रास्ते में पीछा करना और उठाकर ले जाने की धमकी देना उसकी आदत बन गई थी। कई बार समझाने के बाद भी वह अपनी हरकतों से बाज नहीं आया। पीड़ित परिवार ने मयंक के भाई भानु पर भी इस मामले में साथ देने का आरोप लगाया। मयंक की मां सीता देवी और पिता केशव सिंह पर भी बेटे को संरक्षण देने और मामले को दबाने की कोशिश करने का आरोप लगाया गया। पीड़ित परिवार की तहरीर पर थाना सिकंदरा पुलिस ने मुकदमा दर्ज कर लिया है।	[628, 1894, 1055, 2021]
tender-row	[1046, 1657, 1417, 1686]
suicide-headline: फांसी लगा कर की आत्महत्या	[910, 1322, 1036, 1374]
tender-cell: 414460.00	[1298, 1657, 1339, 1686]
tender-row	[1046, 1800, 1417, 1829]
tender-cell: 8.	[1046, 1829, 1061, 1858]
bsp-article	[550, 795, 1055, 1302]
tender-cell: 72020.00	[1298, 1743, 1339, 1772]
tender-col-header: टेण्डर आई डी	[1061, 1599, 1114, 1628]
varanasi-photo-caption: वाराणसी में सब-इंस्पेक्टर भर्ती परीक्षा में पूछे गए "पंडित" से जुड़े सवाल को लेकर प्रदर्शन करते लोग।	[192, 559, 702, 577]
si-exam-photo	[1062, 855, 1420, 985]
proclamation-title: अभियुक्त की हाजिरी की अपेक्षा करने वाली उद्घोषणा	[1073, 1315, 1421, 1339]
anuj-body: मुरादाबाद, 15 मार्च (ब्यूरो) भाजपा नेता अनुज चौधरी हत्याकांड में पुलिस ने बड़ी कार्रवाई करते हुए मुख्य आरोपी अमित चौधरी समेत 14 लोगों पर गैंगस्टर एक्ट के तहत कार्रवाई की है। जांच में सामने आया कि सभी आरोपी संगठित गिरोह बनाकर आपराधिक घटनाओं को अंजाम देते थे। अनुज चौधरी की 10 अगस्त 2023 को गोली मारकर हत्या कर दी गई थी। इस मामले में पुलिस ने कई आरोपियों को गिरफ्तार कर जेल भेजा था। पुलिस लगातार मामले की जांच कर रही थी। पुलिस ने गैंगस्टर के तहत कार्रवाई करते हुए कानूनी प्रक्रिया को आगे बढ़ाया है।	[192, 1406, 354, 1576]
tender-cell: 39600.00	[1298, 1887, 1339, 1916]
gavel-photo	[480, 1893, 618, 1985]
lead-subhead: प्रश्न के विकल्पों में 'पंडित' शब्द शामिल किए जाने पर आपत्ति जताई गई	[5, 254, 1065, 308]
section-label: उत्तर प्रदेश	[305, 22, 420, 64]
boy-headline: 11 साल के बच्चे से कुकर्म, मुकदमा दर्ज	[212, 1792, 452, 1862]
tender-cell: 90 दिवस वर्षाकाल सहित	[1379, 1829, 1417, 1858]
quick-read-label: क्विक रीड	[6, 795, 182, 825]
hpcl-body: बदायूं, 15 मार्च (एजैंसी): उत्तर प्रदेश सरकार ने बदायूं जिले में हिंदुस्तान पेट्रोलियम कॉरपोरेशन लिमिटेड (एचपीसीएल) के दो अधिकारियों की हत्या के मामले में लापरवाही के आरोप में संबंधित पुलिस क्षेत्राधिकारी को हटा दिया। पुलिस अधीक्षक (ग्रामीण) ने बताया कि दातागंज के क्षेत्राधिकारी को तत्काल प्रभाव से हटा दिया गया है। गौरतलब है कि दोनों अधिकारियों की गोली मारकर हत्या कर दी गई थी। पुलिस ने बताया कि आरोपी ने एचपीसीएल की जमीन पर अतिक्रमण कर रखा था और अधिकारी उसे हटवाने के लिए गए थे। इस मामले में मुख्य आरोपी को गिरफ्तार कर लिया गया है। क्षेत्राधिकारी के तबादले को लेकर विभाग ने जांच शुरू कर दी है। वरिष्ठ पुलिस अधीक्षक बृजेश कुमार ने बताया कि दोहरे हत्याकांड के बाद जांच में पाया गया कि जमीन पर अतिक्रमण करके बनाई गई संरचना पाई गई।	[362, 1397, 712, 1524]
column-rule	[186, 795, 187, 2265]
tender-cell: 365 दिवस वर्षाकाल सहित	[1379, 1685, 1417, 1714]
chamber-headline: नेशनल चैम्बर ऑफ इंडस्ट्रीज एंड कॉमर्स के अध्यक्ष बने मनोज बंसल	[731, 1321, 869, 1390]
tender-cell: 226.27	[1255, 1628, 1298, 1657]
tender-cell: 211.81	[1255, 1685, 1298, 1714]
tender-cell: 19,80	[1255, 1887, 1298, 1916]
tender-cell: 10.	[1046, 1887, 1061, 1916]
tender-cell: 10000.00	[1339, 1829, 1379, 1858]
gas-body: लखनऊ, 15 मार्च (एजैंसी): उत्तर प्रदेश के लखनऊ में गैस सिलेंडर की जमाखोरी व उनकी कालाबाजारी की कोशिश करने के आरोप में गैस की एक एजेंसी की मालक और प्रबंधक समेत पांच लोगों के खिलाफ मुकदमा दर्ज किया गया। पुलिस ने रविवार को यह जानकारी दी। पुलिस ने बताया कि जिला आपूर्ति विभाग द्वारा की गई छापेमारी के बाद आवश्यक वस्तु अधिनियम, 1955 की संबंधित धाराओं के तहत काकोरी थाने में मामला दर्ज किया गया। पुलिस के मुताबिक, 14 मार्च को गुप्त सूचना पर कार्रवाई करते हुए जिला पूर्ति अधिकारी के नेतृत्व में एक संयुक्त टीम ने काकोरी इलाके में मोहान रोड के पास स्थित 'अभिनंदन रिसॉर्ट' परिसर में छापेमारी की थी। पुलिस ने बताया कि छापेमारी के दौरान अधिकारियों को रिसॉर्ट परिसर में खड़े एक ट्रक में रसोई सिलेंडर लदे हुए मिले। पुलिस के मुताबिक, अधिकारियों ने वाहन से 14.2 किलोग्राम क्षमता वाले 65 खाली घरेलू गैस सिलेंडर, नौ भरे हुए सिलेंडर और छह किलोग्राम क्षमता वाले 14 खाली सिलेंडर बरामद किए। अधिकारियों ने बताया कि ये सिलेंडर रिसॉर्ट परिसर में बिना किसी अनुमति के और बिना किसी वैध रिफिल वाउचर या संबंधित दस्तावेजों के जमा किए गए थे।	[1075, 452, 1420, 636]
section-divider	[186, 1308, 1420, 1309]
bsp-headline-highlight: 'असली पार्टी'	[791, 841, 911, 869]
suicide-article	[888, 1318, 1058, 1766]
bsp-headline: सिर्फ बसपा ही बहुजन समाज के हित और उत्थान के लिए काम करने वाली 'असली पार्टी' है : मायावती	[573, 801, 1032, 869]
kanshiram-pullquote: मुख्यमंत्री ने कांशीराम को दलित, शोषित एवं वंचित वर्ग का नेता बताया	[305, 865, 429, 989]
tender-cell: स्पेशल स्ट्रेंथनिंग जानापाव पहुंच मार्ग कुल लंबाई 2.00 किमी।	[1114, 1800, 1255, 1829]
tender-cell: 2026 PWDR B_488691_1	[1061, 1858, 1114, 1887]
tender-cell: 10000.00	[1339, 1800, 1379, 1829]
varanasi-protest-photo	[192, 352, 702, 556]
tender-cell: 90 दिवस वर्षाकाल सहित	[1379, 1772, 1417, 1801]
protest-article	[716, 352, 1051, 784]
registration-marks	[1150, 2256, 1420, 2276]
tender-row	[1046, 1829, 1417, 1858]
mayawati-caption: बहुजन समाज पार्टी प्रमुख मायावती ने रविवार को लखनऊ में पार्टी के संस्थापक कांशी राम की 92वीं जयंती पर उन्हें श्रद्धांजलि अर्पित की।	[730, 1113, 898, 1157]
tender-row	[1046, 1685, 1417, 1714]
tender-row	[1046, 1628, 1417, 1657]
tender-cell: 98920.00	[1298, 1829, 1339, 1858]
tender-row	[1046, 1772, 1417, 1801]
tender-cell: 15000.00	[1339, 1685, 1379, 1714]
tender-cell: 10000.00	[1339, 1714, 1379, 1743]
tender-cell: 10000,00	[1339, 1772, 1379, 1801]
side-body: लखनऊ, 15 मार्च (एजैंसी): उत्तर प्रदेश पुलिस उपनिरीक्षक (दारोगा) भर्ती परीक्षा के प्रश्नपत्र में पूछे गए एक सवाल को लेकर उठे विवाद के बाद मुख्यमंत्री योगी आदित्यनाथ ने रविवार को सभी भर्ती परिषदों के अध्यक्षों को निर्देश देते हुए कहा है कि किसी भी व्यक्ति, जाति, पंथ या संप्रदाय की मर्यादा एवं आस्था के विषय में अमर्यादित टिप्पणी न की जाए। मुख्यमंत्री ने सभी भर्ती परिषदों के अध्यक्षों को स्पष्ट निर्देश दिए हैं कि भर्ती परीक्षाओं के प्रश्न पत्रों में किसी भी व्यक्ति, जाति, पंथ, संप्रदाय की मर्यादा एवं आस्था के विषय में अमर्यादित टिप्पणी न की जाए। मुख्यमंत्री ने कहा है कि इस निर्देश का संज्ञान लेते हुए सभी भर्ती परीक्षाओं में प्रश्न पत्र बनाने वालों को निर्देशित	[10, 436, 178, 649]
hpcl-headline: एचपीसीएल के दो अधिकारियों की हत्या के मामले में पुलिस क्षेत्राधिकारी हटाए गए	[366, 1323, 707, 1384]
tender-cell: 15000.00	[1339, 1628, 1379, 1657]
tender-col-header: निविदा प्रपत्र की राशि	[1339, 1599, 1379, 1628]
tender-cell: 365 दिवस वर्षाकाल सहित	[1379, 1628, 1417, 1657]
tender-cell: 10000.00	[1339, 1743, 1379, 1772]
tender-title: कार्यालय कार्यपालन यंत्री	[1142, 1536, 1320, 1560]
tender-total: 1359.57	[1255, 1916, 1298, 1928]
tender-cell: स्पेशल स्ट्रेंथनिंग महूगांव बेरछा रोड से गांगलियाखेड़ी गवली पलासिया रिचाबड़ी रोड कुल लंबाई 4.68 किलोमीटर।	[1114, 1829, 1255, 1858]
